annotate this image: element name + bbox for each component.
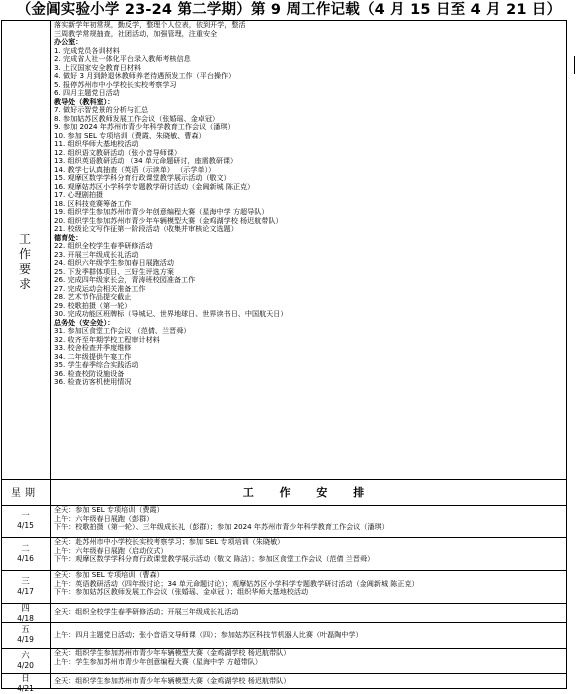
- weekday-date: 4/16: [17, 553, 34, 563]
- task-item: 落实新学年初常规，勤反学，整理个人位表，依到开学，整活: [54, 21, 246, 29]
- task-item: 20. 组织学生参加苏州市青少年车辆模型大赛（金鸡湖学校 杨迟航带队）: [54, 216, 283, 225]
- arrangement-line: 下午：观摩区数学学科分育行政课堂教学展示活动（敬文 陈洁）；参加区食堂工作会议（范倩 兰晋舜）: [54, 554, 375, 564]
- arrangement-line: 上午：学生参加苏州市青少年创意编程大赛（星海中学 方超带队）: [54, 656, 262, 666]
- task-item: 35. 学生春季综合实践活动: [54, 361, 139, 369]
- label-char: 作: [18, 247, 31, 261]
- arrangement-line: 全天：赴苏州市中小学校长实校考察学习；参加 SEL 专项培训（朱晓敏）: [54, 538, 285, 546]
- task-item: 7. 做好示智党景的分析与汇总: [54, 106, 149, 114]
- weekday-cell: [1, 544, 50, 564]
- label-char: 求: [18, 277, 31, 291]
- task-item: 10. 参加 SEL 专项培训（费霞、朱晓敏、曹森）: [54, 131, 206, 140]
- department-heading: 总务处（安全处）：: [54, 318, 115, 327]
- task-item: 22. 组织全校学生春季研修活动: [54, 242, 153, 250]
- weekday-date: 4/18: [17, 614, 34, 623]
- weekday-cell: [1, 511, 50, 531]
- arrangement-line: 下午：参加姑苏区教师发展工作会议（张婚瑶、金卓冠 ）；组织华师大基地校活动: [54, 587, 309, 597]
- weekday-name: 五: [21, 625, 30, 635]
- weekday-cell: [1, 577, 50, 597]
- weekday-name: 三: [21, 576, 30, 587]
- task-item: 26. 完成四年级家长会，青涛班校园准备工作: [54, 276, 196, 284]
- work-arrangement-header: 工 作 安 排: [242, 486, 376, 499]
- weekday-cell: [1, 604, 50, 624]
- task-item: 34. 二年级提供午宴工作: [54, 352, 132, 361]
- label-char: 工: [18, 232, 31, 246]
- arrangement-line: 全天：组织学生参加苏州市青少年车辆模型大赛（金鸡湖学校 杨迟航带队）: [54, 649, 291, 657]
- task-item: 33. 校舍检查并季度维修: [54, 344, 132, 352]
- weekday-name: 一: [21, 511, 30, 521]
- task-item: 4. 做好 3 月到龄退休教师养老待遇预发工作（平台操作）: [54, 72, 236, 80]
- department-heading: 德育处：: [54, 233, 83, 242]
- arrangement-line: 下午：校歌拍摄（第一轮）、三年级成长礼（彭群）；参加 2024 年苏州市青少年科学教育工作会议（潘琪）: [54, 522, 389, 532]
- weekday-cell: [1, 651, 50, 671]
- task-item: 11. 组织华师大基地校活动: [54, 140, 139, 148]
- work-requirements-list: [54, 21, 554, 479]
- task-item: 15. 观摩区数学学科分育行政课堂教学展示活动（敬文）: [54, 174, 231, 182]
- task-item: 6. 四月主题党日活动: [54, 89, 120, 97]
- arrangement-cell: [54, 506, 564, 536]
- arrangement-cell: [54, 604, 564, 621]
- task-item: 23. 开展三年级成长礼活动: [54, 250, 139, 259]
- task-item: 31. 参加区食堂工作会议 （范倩、兰晋舜）: [54, 327, 191, 335]
- arrangement-cell: [54, 571, 564, 602]
- work-requirements-label: [4, 232, 46, 292]
- weekday-date: 4/21: [17, 684, 34, 693]
- arrangement-line: 全天：参加 SEL 专项培训（曹森）: [54, 571, 164, 579]
- arrangement-cell: [54, 649, 564, 672]
- work-requirements-text: [4, 232, 46, 292]
- page-title: （金阊实验小学 23-24 第二学期）第 9 周工作记载（4 月 15 日至 4 月 21 日）: [16, 2, 562, 18]
- task-item: 5. 报停苏州市中小学校长实校考察学习: [54, 80, 177, 89]
- arrangement-line: 全天：组织学生参加苏州市青少年车辆模型大赛（金鸡湖学校 杨迟航带队）: [54, 675, 291, 685]
- task-item: 16. 观摩姑苏区小学科学专题教学研讨活动（金阊新城 陈正克）: [54, 182, 255, 191]
- task-item: 36. 检查校防设施设备: [54, 369, 125, 378]
- task-item: 13. 组织英语教研活动 （34 单元命题研讨，座需教研课）: [54, 157, 238, 165]
- task-item: 24. 组织六年级学生参加春日展跑活动: [54, 259, 174, 267]
- weekday-name: 二: [21, 543, 30, 554]
- task-item: 8. 参加姑苏区教师发展工作会议（张婚瑶、金卓冠）: [54, 114, 220, 123]
- task-item: 25. 下发季群体项目、三好生评选方案: [54, 267, 174, 276]
- task-item: 9. 参加 2024 年苏州市青少年科学教育工作会议（潘琪）: [54, 123, 235, 131]
- task-item: 28. 艺术节作品提交截止: [54, 293, 132, 301]
- task-item: 3. 上汉国家安全教育日材料: [54, 63, 142, 72]
- task-item: 18. 区科技竞赛筹备工作: [54, 199, 132, 208]
- task-item: 19. 组织学生参加苏州市青少年创意编程大赛（星海中学 方超导队）: [54, 208, 269, 216]
- task-item: 12. 组织语文教研活动（张小音导师课）: [54, 148, 182, 157]
- weekday-header: 星期: [11, 488, 39, 499]
- weekday-date: 4/19: [17, 635, 34, 644]
- task-item: 27. 完成运动会相关准备工作: [54, 284, 146, 293]
- weekday-cell: [1, 625, 50, 645]
- weekday-date: 4/15: [17, 521, 34, 530]
- weekday-name: 日: [21, 674, 30, 684]
- page-edge-mark: [574, 56, 578, 74]
- arrangement-cell: [54, 674, 564, 688]
- label-char: 要: [18, 262, 31, 276]
- arrangement-cell: [54, 538, 564, 569]
- arrangement-line: 上午：六年级春日展跑（启动仪式）: [54, 545, 168, 555]
- task-item: 30. 完成功能区班牌标（导城记、世界地球日、世界读书日、中国航天日）: [54, 310, 288, 318]
- task-item: 三周教学常规抽查，社团活动，加强管理，注重安全: [54, 29, 218, 38]
- weekday-date: 4/17: [17, 586, 34, 596]
- task-item: 2. 完成省人社一体化平台录入教师考核信息: [54, 55, 191, 63]
- task-item: 32. 收齐至年期学校工程审计材料: [54, 335, 160, 344]
- arrangement-cell: [54, 623, 564, 647]
- weekday-name: 六: [21, 650, 30, 661]
- task-item: 36. 检查访客机使用情况: [54, 378, 132, 386]
- task-item: 17. 心理剧拍摄: [54, 191, 104, 199]
- arrangement-line: 全天：参加 SEL 专项培训（费霞）: [54, 506, 164, 514]
- task-item: 14. 教学七认真抽查（英语（示读单） （示学单））: [54, 165, 216, 174]
- weekday-date: 4/20: [17, 660, 34, 670]
- weekday-name: 四: [21, 604, 30, 614]
- task-item: 21. 校级论文写作征第一阶段活动（收集并审核论文选题）: [54, 225, 238, 233]
- section-divider: [1, 479, 567, 480]
- arrangement-line: 上午：六年级春日展跑（彭群）: [54, 513, 154, 523]
- arrangement-line: 全天：组织全校学生春季研修活动；开展三年级成长礼活动: [54, 607, 239, 616]
- arrangement-line: 上午：四月主题党日活动；张小音语文导师课（四）；参加姑苏区科技节机器人比赛（叶磊陶中学）: [54, 629, 363, 639]
- column-divider: [50, 20, 51, 689]
- task-item: 29. 校歌拍摄（第一轮）: [54, 301, 132, 310]
- weekday-cell: [1, 674, 50, 694]
- department-heading: 教导处（教科室）：: [54, 97, 115, 106]
- arrangement-line: 上午：英语教研活动（四年级讨论；34 单元命题讨论）；观摩姑苏区小学科学专题教学研讨活动（金阊新城 陈正克）: [54, 578, 419, 588]
- department-heading: 办公室：: [54, 38, 83, 46]
- task-item: 1. 完成党员各训材料: [54, 46, 120, 55]
